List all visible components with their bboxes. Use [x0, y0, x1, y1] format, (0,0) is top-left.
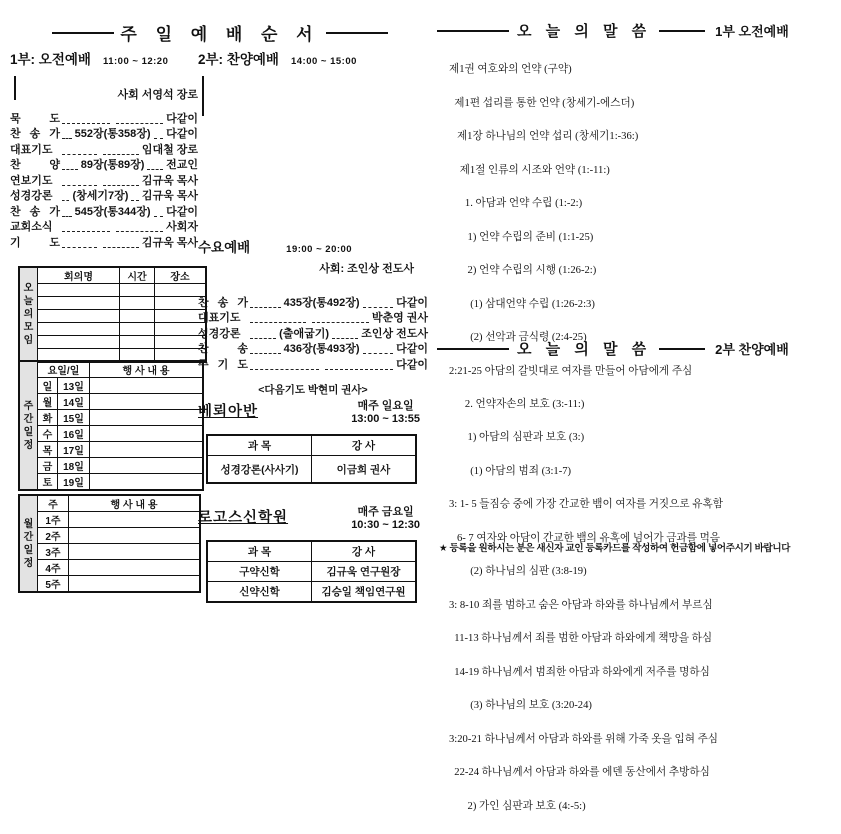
- dash-leader: [250, 344, 281, 354]
- berea-time: 13:00 ~ 13:55: [351, 412, 420, 425]
- order-label: 성경강론: [10, 190, 53, 202]
- dash-leader: [103, 238, 138, 248]
- order-item: [10, 188, 198, 204]
- dash-leader: [363, 344, 394, 354]
- order-item: [10, 110, 198, 126]
- logos-day: 매주 금요일: [357, 506, 414, 518]
- week-cell: 4주: [38, 560, 69, 576]
- outline-line: 제1권 여호와의 언약 (구약): [449, 64, 572, 76]
- order-label: 대표기도: [198, 312, 241, 324]
- order-label: 교회소식: [10, 221, 53, 233]
- col-header-event: 행 사 내 용: [90, 361, 204, 378]
- order-detail: (출애굽기): [279, 327, 330, 340]
- dash-leader: [62, 207, 72, 217]
- outline-line: 1) 아담의 심판과 보호 (3:): [449, 432, 585, 444]
- table-row: [19, 297, 206, 310]
- wed-order-list: [198, 294, 428, 372]
- order-detail: 436장(통493장): [283, 343, 360, 355]
- sermon-outline: [449, 42, 835, 834]
- table-vertical-label: 오늘의모임: [19, 267, 38, 362]
- dash-leader: [62, 222, 110, 232]
- order-person: 임대철 장로: [141, 143, 198, 156]
- order-person: 다같이: [396, 358, 429, 371]
- title-rule-right: [326, 32, 388, 34]
- outline-line: 제1절 인류의 시조와 언약 (1:-11:): [449, 164, 610, 176]
- title-rule-left: [52, 32, 114, 34]
- part2-header: [198, 48, 428, 68]
- dash-leader: [250, 329, 276, 339]
- dash-leader: [154, 207, 164, 217]
- order-person: 박춘영 권사: [371, 312, 428, 324]
- order-item: [10, 157, 198, 173]
- wed-header: [198, 236, 428, 256]
- outline-line: 6- 7 여자와 아담이 간교한 뱀의 유혹에 넘어가 금과를 먹음: [449, 532, 721, 544]
- wed-time: 19:00 ~ 20:00: [286, 244, 353, 255]
- col-header-teacher: 강 사: [312, 435, 417, 456]
- logos-table: [206, 540, 417, 603]
- part1-column: [10, 48, 198, 250]
- order-person: 조인상 전도사: [361, 327, 428, 340]
- part2-divider-bar: [202, 76, 204, 116]
- outline-line: 22-24 하나님께서 아담과 하와를 에덴 동산에서 추방하심: [449, 767, 710, 779]
- table-row: [19, 378, 203, 394]
- berea-header: [198, 400, 428, 425]
- week-cell: 1주: [38, 512, 69, 528]
- dash-leader: [250, 298, 281, 308]
- todays-word-title: 오 늘 의 말 씀: [517, 23, 652, 40]
- table-row: [19, 310, 206, 323]
- day-cell: 토: [38, 474, 58, 491]
- header-rule-left: [437, 348, 509, 350]
- outline-line: 14-19 하나님께서 범죄한 아담과 하와에게 저주를 명하심: [449, 666, 710, 678]
- date-cell: 17일: [58, 442, 90, 458]
- teacher-cell: 김승일 책임연구원: [312, 582, 417, 603]
- dash-leader: [312, 313, 368, 323]
- order-detail: 89장(통89장): [80, 159, 145, 171]
- table-row: [19, 284, 206, 297]
- order-item: [198, 356, 428, 372]
- dash-leader: [116, 114, 164, 124]
- day-cell: 월: [38, 394, 58, 410]
- todays-word-page: [437, 0, 837, 812]
- day-cell: 금: [38, 458, 58, 474]
- logos-header: [198, 506, 428, 531]
- monthly-schedule-table: [18, 494, 201, 593]
- subject-cell: 성경강론(사사기): [207, 456, 312, 484]
- date-cell: 19일: [58, 474, 90, 491]
- outline-line: 2) 가인 심판과 보호 (4:-5:): [449, 800, 586, 812]
- order-label: 주 기 도: [198, 358, 248, 371]
- col-header-event: 행 사 내 용: [69, 495, 201, 512]
- table-row: [19, 544, 200, 560]
- outline-line: (1) 삼대언약 수립 (1:26-2:3): [449, 298, 595, 310]
- todays-word-header-1: [437, 20, 835, 41]
- dash-leader: [62, 129, 72, 139]
- table-row: [19, 474, 203, 491]
- logos-title: 로고스신학원: [198, 510, 289, 526]
- order-label: 찬 송: [198, 343, 248, 355]
- outline-line: 제1편 섭리를 통한 언약 (창세기-에스더): [449, 97, 635, 109]
- dash-leader: [62, 160, 78, 170]
- logos-schedule: [351, 506, 428, 531]
- header-rule-right: [659, 348, 705, 350]
- part2-title: 2부: 찬양예배: [198, 52, 279, 67]
- order-detail: (창세기7장): [72, 190, 129, 202]
- dash-leader: [250, 313, 306, 323]
- outline-line: 3: 1- 5 들짐승 중에 가장 간교한 뱀이 여자를 거짓으로 유혹함: [449, 499, 723, 511]
- col-header-day: 요일/일: [38, 361, 90, 378]
- table-row: [19, 323, 206, 336]
- outline-line: 3:20-21 하나님께서 아담과 하와를 위해 가죽 옷을 입혀 주심: [449, 733, 719, 745]
- day-cell: 수: [38, 426, 58, 442]
- col-header-time: 시간: [120, 267, 155, 284]
- table-vertical-label: 주간일정: [19, 361, 38, 490]
- col-header-place: 장소: [155, 267, 207, 284]
- table-row: [19, 560, 200, 576]
- berea-schedule: [351, 400, 428, 425]
- week-cell: 2주: [38, 528, 69, 544]
- table-row: [207, 456, 416, 484]
- dash-leader: [62, 176, 97, 186]
- next-prayer-note: <다음기도 박현미 권사>: [258, 383, 368, 396]
- outline-line: (1) 아담의 범죄 (3:1-7): [449, 465, 572, 477]
- todays-word-title: 오 늘 의 말 씀: [517, 341, 652, 358]
- table-row: [19, 458, 203, 474]
- subject-cell: 구약신학: [207, 562, 312, 582]
- table-row: [207, 562, 416, 582]
- day-cell: 일: [38, 378, 58, 394]
- order-label: 찬 송 가: [10, 205, 60, 218]
- dash-leader: [363, 298, 394, 308]
- berea-title: 베뢰아반: [198, 404, 259, 420]
- outline-line: 1. 아담과 언약 수립 (1:-2:): [449, 198, 583, 210]
- week-cell: 3주: [38, 544, 69, 560]
- part1-title: 1부: 오전예배: [10, 52, 91, 67]
- order-item: [198, 294, 428, 310]
- part1-time: 11:00 ~ 12:20: [102, 56, 169, 67]
- col-header-meeting: 회의명: [38, 267, 120, 284]
- order-item: [10, 172, 198, 188]
- order-person: 전교인: [166, 159, 199, 171]
- outline-line: 2:21-25 아담의 갈빗대로 여자를 만들어 아담에게 주심: [449, 365, 693, 377]
- order-person: 다같이: [166, 128, 198, 140]
- col-header-teacher: 강 사: [312, 541, 417, 562]
- page-title: 주 일 예 배 순 서: [120, 25, 320, 44]
- outline-line: (2) 선악과 금식령 (2:4-25): [449, 332, 587, 344]
- col-header-subject: 과 목: [207, 435, 312, 456]
- table-row: [207, 582, 416, 603]
- dash-leader: [62, 238, 97, 248]
- order-person: 김규욱 목사: [141, 174, 198, 187]
- dash-leader: [62, 145, 97, 155]
- order-label: 연보기도: [10, 174, 53, 187]
- subject-cell: 신약신학: [207, 582, 312, 603]
- part1-order-list: [10, 110, 198, 250]
- table-row: [19, 426, 203, 442]
- table-row: [19, 512, 200, 528]
- dash-leader: [103, 145, 138, 155]
- dash-leader: [131, 191, 138, 201]
- order-detail: 545장(통344장): [74, 205, 151, 218]
- todays-word-header-2: [437, 338, 835, 359]
- dash-leader: [147, 160, 163, 170]
- outline-line: 2. 언약자손의 보호 (3:-11:): [449, 399, 585, 410]
- date-cell: 16일: [58, 426, 90, 442]
- order-person: 다같이: [396, 343, 428, 355]
- date-cell: 14일: [58, 394, 90, 410]
- outline-line: 1) 언약 수립의 준비 (1:1-25): [449, 231, 594, 243]
- today-meetings-table: [18, 266, 207, 363]
- part2-time: 14:00 ~ 15:00: [290, 56, 357, 67]
- part2-column: [198, 48, 429, 599]
- order-item: [10, 234, 198, 250]
- week-cell: 5주: [38, 576, 69, 593]
- teacher-cell: 김규욱 연구원장: [312, 562, 417, 582]
- wednesday-service: [198, 236, 428, 397]
- order-item: [10, 219, 198, 235]
- date-cell: 13일: [58, 378, 90, 394]
- date-cell: 18일: [58, 458, 90, 474]
- order-item: [10, 141, 198, 157]
- dash-leader: [154, 129, 164, 139]
- berea-day: 매주 일요일: [357, 400, 414, 412]
- order-item: [10, 203, 198, 219]
- order-person: 다같이: [166, 205, 198, 218]
- order-person: 다같이: [396, 296, 428, 309]
- order-detail: 435장(통492장): [283, 296, 360, 309]
- header-rule-left: [437, 30, 509, 32]
- order-label: 성경강론: [198, 327, 241, 340]
- order-label: 찬 송 가: [10, 128, 60, 140]
- outline-line: 2) 언약 수립의 시행 (1:26-2:): [449, 265, 597, 277]
- table-row: [19, 442, 203, 458]
- wed-mc: 사회: 조인상 전도사: [319, 263, 414, 275]
- weekly-schedule-table: [18, 360, 204, 491]
- header-rule-right: [659, 30, 705, 32]
- dash-leader: [103, 176, 138, 186]
- outline-line: (2) 하나님의 심판 (3:8-19): [449, 566, 587, 578]
- dash-leader: [332, 329, 358, 339]
- order-person: 다같이: [166, 112, 199, 125]
- order-person: 김규욱 목사: [141, 236, 198, 249]
- registration-footnote: ★ 등록을 원하시는 분은 새신자 교인 등록카드를 작성하여 헌금함에 넣어주시기 바랍니다: [439, 543, 791, 554]
- logos-time: 10:30 ~ 12:30: [351, 518, 420, 531]
- part1-header: [10, 48, 198, 68]
- wed-title: 수요예배: [198, 240, 251, 255]
- logos-seminary-section: [198, 506, 428, 603]
- order-item: [198, 341, 428, 357]
- worship-order-title-row: [30, 20, 410, 45]
- dash-leader: [250, 360, 319, 370]
- dash-leader: [62, 114, 110, 124]
- dash-leader: [62, 191, 69, 201]
- part1-mc: 사회 서영석 장로: [117, 89, 198, 101]
- teacher-cell: 이금희 권사: [312, 456, 417, 484]
- day-cell: 목: [38, 442, 58, 458]
- table-row: [19, 528, 200, 544]
- outline-line: 제1장 하나님의 언약 섭리 (창세기1:-36:): [449, 131, 639, 143]
- outline-line: 11-13 하나님께서 죄를 범한 아담과 하와에게 책망을 하심: [449, 633, 713, 645]
- dash-leader: [325, 360, 394, 370]
- order-label: 찬 양: [10, 159, 60, 171]
- todays-word-part1-label: 1부 오전예배: [715, 24, 789, 39]
- table-row: [19, 410, 203, 426]
- dash-leader: [116, 222, 164, 232]
- col-header-subject: 과 목: [207, 541, 312, 562]
- table-row: [19, 576, 200, 593]
- berea-table: [206, 434, 417, 484]
- order-label: 묵 도: [10, 112, 60, 125]
- order-label: 기 도: [10, 236, 60, 249]
- order-person: 김규욱 목사: [141, 190, 199, 202]
- todays-word-part2-label: 2부 찬양예배: [715, 342, 789, 357]
- table-vertical-label: 월간일정: [19, 495, 38, 592]
- order-item: [198, 325, 428, 341]
- outline-line: (3) 하나님의 보호 (3:20-24): [449, 700, 592, 712]
- order-person: 사회자: [166, 221, 199, 233]
- order-label: 대표기도: [10, 143, 53, 156]
- col-header-week: 주: [38, 495, 69, 512]
- table-row: [19, 336, 206, 349]
- order-detail: 552장(통358장): [74, 128, 151, 140]
- order-item: [198, 310, 428, 326]
- date-cell: 15일: [58, 410, 90, 426]
- outline-line: 3: 8-10 죄를 범하고 숨은 아담과 하와를 하나님께서 부르심: [449, 599, 713, 611]
- day-cell: 화: [38, 410, 58, 426]
- berea-class-section: [198, 400, 428, 484]
- table-row: [19, 394, 203, 410]
- order-item: [10, 126, 198, 142]
- order-label: 찬 송 가: [198, 296, 248, 309]
